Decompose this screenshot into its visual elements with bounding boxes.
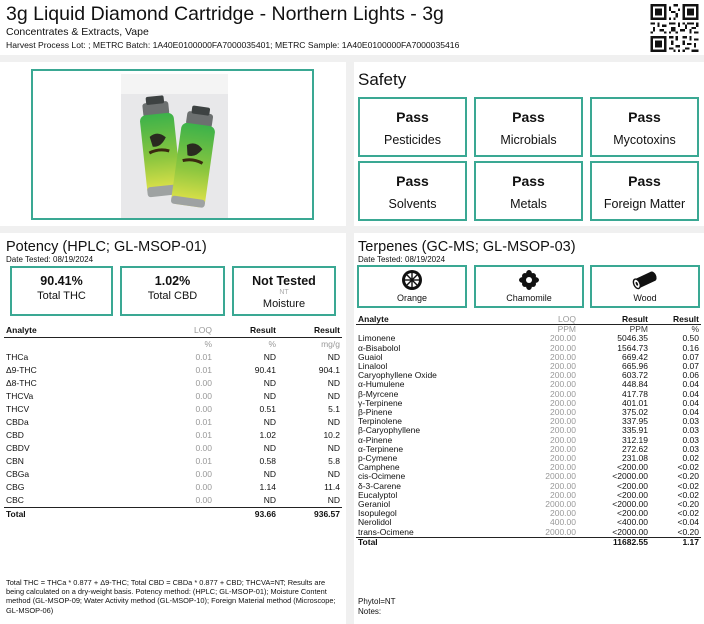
cell-analyte: β-Pinene — [358, 407, 393, 418]
cell-pct: 0.04 — [682, 397, 699, 408]
unit-row — [4, 338, 342, 352]
safety-title: Safety — [358, 70, 407, 89]
aroma-label: Orange — [396, 293, 428, 303]
cell-analyte: δ-3-Carene — [358, 480, 401, 491]
cell-analyte: Isopulegol — [358, 508, 397, 519]
cell-analyte: CBG — [6, 482, 25, 492]
table-row — [4, 481, 342, 494]
total-pct: 1.17 — [650, 537, 701, 547]
cell-pct: ND — [263, 443, 276, 453]
cell-ppm: <200.00 — [617, 480, 648, 491]
terpenes-date: Date Tested: 08/19/2024 — [358, 255, 446, 264]
aroma-card — [590, 265, 700, 308]
cell-ppm: <200.00 — [617, 462, 648, 473]
cell-analyte: Geraniol — [358, 499, 391, 510]
test-label: Microbials — [500, 133, 557, 147]
summary-label: Moisture — [262, 298, 306, 310]
cell-pct: 0.06 — [682, 370, 699, 381]
unit-loq: % — [204, 339, 212, 349]
table-row — [356, 371, 701, 380]
table-row — [4, 429, 342, 442]
cell-analyte: trans-Ocimene — [358, 526, 414, 537]
cell-loq: 0.01 — [195, 456, 212, 466]
test-status: Pass — [512, 173, 545, 189]
table-header — [356, 315, 701, 325]
cell-analyte: α-Terpinene — [358, 443, 404, 454]
aroma-card — [474, 265, 584, 308]
cell-pct: ND — [263, 378, 276, 388]
cell-analyte: Terpinolene — [358, 416, 402, 427]
cell-analyte: CBC — [6, 495, 24, 505]
cell-pct: ND — [263, 352, 276, 362]
col-loq: LOQ — [154, 324, 214, 338]
summary-label: Total THC — [37, 290, 86, 302]
cell-loq: 2000.00 — [545, 526, 576, 537]
cell-pct: 0.03 — [682, 425, 699, 436]
table-row — [356, 408, 701, 417]
phytol-note: Phytol=NT — [358, 597, 396, 606]
cell-analyte: CBN — [6, 456, 24, 466]
safety-test-card — [474, 97, 583, 157]
test-status: Pass — [628, 109, 661, 125]
total-ppm: 11682.55 — [578, 537, 650, 547]
moisture-card — [232, 266, 336, 316]
cell-loq: 200.00 — [550, 425, 576, 436]
table-row — [356, 380, 701, 389]
cell-mg: 904.1 — [318, 365, 340, 375]
orange-icon — [401, 269, 423, 291]
cell-pct: <0.20 — [677, 499, 699, 510]
cell-loq: 0.00 — [195, 469, 212, 479]
table-header — [4, 324, 342, 338]
cell-ppm: 448.84 — [622, 379, 648, 390]
cell-pct: 0.03 — [682, 443, 699, 454]
unit-loq: PPM — [557, 324, 576, 335]
cell-analyte: γ-Terpinene — [358, 397, 403, 408]
table-row — [356, 353, 701, 362]
cell-loq: 0.00 — [195, 482, 212, 492]
unit-result: PPM — [629, 324, 648, 335]
cell-loq: 0.01 — [195, 352, 212, 362]
cell-loq: 0.00 — [195, 378, 212, 388]
cell-analyte: CBDa — [6, 417, 29, 427]
cell-loq: 200.00 — [550, 351, 576, 362]
total-label: Total — [356, 537, 506, 547]
cell-ppm: 5046.35 — [617, 333, 648, 344]
cell-pct: <0.02 — [677, 508, 699, 519]
cell-ppm: <200.00 — [617, 508, 648, 519]
cell-pct: ND — [263, 495, 276, 505]
col-analyte: Analyte — [4, 324, 154, 338]
cell-loq: 200.00 — [550, 416, 576, 427]
col-result-ppm: Result — [578, 315, 650, 325]
cell-loq: 200.00 — [550, 453, 576, 464]
cell-pct: ND — [263, 391, 276, 401]
table-row — [356, 334, 701, 343]
cell-pct: 0.51 — [259, 404, 276, 414]
summary-value: 90.41% — [40, 274, 83, 288]
col-result-pct: Result — [214, 324, 278, 338]
test-status: Pass — [396, 109, 429, 125]
test-status: Pass — [396, 173, 429, 189]
cell-loq: 0.00 — [195, 391, 212, 401]
cell-pct: 0.04 — [682, 388, 699, 399]
cell-pct: <0.20 — [677, 471, 699, 482]
cell-analyte: Guaiol — [358, 351, 383, 362]
cell-pct: 0.07 — [682, 361, 699, 372]
table-row — [356, 390, 701, 399]
cell-ppm: 335.91 — [622, 425, 648, 436]
total-label: Total — [4, 508, 154, 522]
cell-ppm: 337.95 — [622, 416, 648, 427]
cell-pct: 0.03 — [682, 434, 699, 445]
cell-loq: 200.00 — [550, 462, 576, 473]
product-image-panel — [31, 69, 314, 220]
cell-ppm: 417.78 — [622, 388, 648, 399]
col-loq: LOQ — [506, 315, 578, 325]
table-row — [356, 528, 701, 538]
aroma-label: Chamomile — [506, 293, 552, 303]
test-label: Solvents — [388, 197, 437, 211]
cell-loq: 0.01 — [195, 417, 212, 427]
table-row — [4, 364, 342, 377]
potency-date: Date Tested: 08/19/2024 — [6, 255, 94, 264]
cell-loq: 0.00 — [195, 443, 212, 453]
test-status: Pass — [628, 173, 661, 189]
total-row — [356, 537, 701, 547]
cell-loq: 0.01 — [195, 365, 212, 375]
cell-analyte: Linalool — [358, 361, 388, 372]
cell-loq: 200.00 — [550, 407, 576, 418]
cell-ppm: <400.00 — [617, 517, 648, 528]
table-row — [4, 351, 342, 364]
safety-test-card — [590, 97, 699, 157]
table-row — [356, 399, 701, 408]
cell-ppm: 1564.73 — [617, 342, 648, 353]
cell-loq: 200.00 — [550, 434, 576, 445]
summary-label: Total CBD — [147, 290, 198, 302]
table-row — [356, 472, 701, 481]
cell-mg: 5.8 — [328, 456, 340, 466]
cell-loq: 400.00 — [550, 517, 576, 528]
table-row — [356, 509, 701, 518]
product-category: Concentrates & Extracts, Vape — [6, 26, 149, 38]
test-label: Metals — [510, 197, 547, 211]
cell-loq: 0.00 — [195, 404, 212, 414]
cell-mg: ND — [327, 443, 340, 453]
cell-loq: 200.00 — [550, 397, 576, 408]
cell-loq: 200.00 — [550, 443, 576, 454]
cell-loq: 200.00 — [550, 480, 576, 491]
col-analyte: Analyte — [356, 315, 506, 325]
col-result-mg: Result — [278, 324, 342, 338]
cell-loq: 2000.00 — [545, 499, 576, 510]
cell-pct: 0.02 — [682, 453, 699, 464]
cell-ppm: 665.96 — [622, 361, 648, 372]
total-row — [4, 508, 342, 522]
table-row — [4, 403, 342, 416]
table-row — [356, 500, 701, 509]
summary-value: Not Tested — [252, 274, 316, 288]
safety-test-card — [358, 161, 467, 221]
cell-pct: 1.02 — [259, 430, 276, 440]
cell-pct: <0.02 — [677, 462, 699, 473]
cell-ppm: 669.42 — [622, 351, 648, 362]
potency-footnote: Total THC = THCa * 0.877 + Δ9-THC; Total CBD = CBDa * 0.877 + CBD; THCVA=NT; Results are being calculated on a dry-weight basis. Potency method: (HPLC; GL-MSOP-01); Moisture Content method (GL-MSOP-09; Water Activity method (GL-MSOP-10); Foreign Material method (Microscope; GL-MSOP-06) — [6, 578, 336, 615]
terpenes-title: Terpenes (GC-MS; GL-MSOP-03) — [358, 239, 576, 255]
potency-table — [4, 324, 342, 521]
cell-loq: 200.00 — [550, 361, 576, 372]
cell-pct: ND — [263, 417, 276, 427]
unit-row — [356, 325, 701, 335]
cell-ppm: 312.19 — [622, 434, 648, 445]
potency-title: Potency (HPLC; GL-MSOP-01) — [6, 239, 207, 255]
cell-mg: 10.2 — [323, 430, 340, 440]
test-label: Foreign Matter — [603, 197, 686, 211]
cell-mg: 11.4 — [324, 482, 340, 492]
cell-mg: ND — [327, 352, 340, 362]
notes-label: Notes: — [358, 607, 382, 616]
cell-loq: 0.01 — [195, 430, 212, 440]
table-row — [4, 455, 342, 468]
cell-pct: <0.20 — [677, 526, 699, 537]
cell-pct: 0.04 — [682, 379, 699, 390]
cell-ppm: 272.62 — [622, 443, 648, 454]
total-cbd-card — [120, 266, 225, 316]
cell-mg: ND — [327, 417, 340, 427]
aroma-card — [357, 265, 467, 308]
unit-result: % — [268, 339, 276, 349]
safety-test-card — [358, 97, 467, 157]
table-row — [4, 390, 342, 403]
cell-analyte: Caryophyllene Oxide — [358, 370, 437, 381]
table-row — [4, 442, 342, 455]
cell-mg: ND — [327, 495, 340, 505]
col-result-pct: Result — [650, 315, 701, 325]
cell-analyte: CBD — [6, 430, 24, 440]
cell-analyte: p-Cymene — [358, 453, 398, 464]
summary-value: 1.02% — [154, 274, 191, 288]
cell-mg: 5.1 — [328, 404, 340, 414]
cell-analyte: Camphene — [358, 462, 400, 473]
cell-analyte: CBGa — [6, 469, 30, 479]
cell-pct: 0.04 — [682, 407, 699, 418]
cell-ppm: <2000.00 — [612, 471, 648, 482]
cell-ppm: 401.01 — [622, 397, 648, 408]
cell-analyte: CBDV — [6, 443, 30, 453]
cell-analyte: cis-Ocimene — [358, 471, 406, 482]
wood-icon — [632, 269, 658, 291]
cell-analyte: Limonene — [358, 333, 396, 344]
cell-pct: 0.03 — [682, 416, 699, 427]
aroma-label: Wood — [633, 293, 657, 303]
cell-pct: 0.58 — [259, 456, 276, 466]
product-photo — [121, 74, 228, 218]
cell-loq: 200.00 — [550, 489, 576, 500]
cell-analyte: Eucalyptol — [358, 489, 398, 500]
cell-ppm: 231.08 — [622, 453, 648, 464]
cell-analyte: THCa — [6, 352, 29, 362]
cell-mg: ND — [327, 378, 340, 388]
cell-pct: ND — [263, 469, 276, 479]
cell-analyte: β-Caryophyllene — [358, 425, 421, 436]
cell-pct: 0.50 — [682, 333, 699, 344]
unit-result: mg/g — [321, 339, 340, 349]
product-title: 3g Liquid Diamond Cartridge - Northern Lights - 3g — [6, 3, 444, 25]
cell-ppm: <2000.00 — [612, 526, 648, 537]
table-row — [356, 482, 701, 491]
total-pct: 93.66 — [214, 508, 278, 522]
cell-loq: 200.00 — [550, 508, 576, 519]
cell-analyte: THCVa — [6, 391, 34, 401]
chamomile-icon — [518, 269, 540, 291]
table-row — [356, 491, 701, 500]
cell-ppm: 375.02 — [622, 407, 648, 418]
total-mg: 936.57 — [278, 508, 342, 522]
cell-analyte: THCV — [6, 404, 30, 414]
cell-analyte: α-Humulene — [358, 379, 405, 390]
cell-analyte: Δ9-THC — [6, 365, 37, 375]
cell-ppm: 603.72 — [622, 370, 648, 381]
table-row — [4, 377, 342, 390]
cell-ppm: <200.00 — [617, 489, 648, 500]
table-row — [356, 454, 701, 463]
terpenes-table — [356, 315, 701, 547]
cell-analyte: α-Bisabolol — [358, 342, 401, 353]
cell-analyte: Δ8-THC — [6, 378, 37, 388]
cell-pct: <0.02 — [677, 489, 699, 500]
test-status: Pass — [512, 109, 545, 125]
test-label: Pesticides — [384, 133, 441, 147]
cell-analyte: α-Pinene — [358, 434, 393, 445]
cell-loq: 200.00 — [550, 333, 576, 344]
qr-code-icon[interactable] — [650, 4, 699, 52]
table-row — [356, 436, 701, 445]
table-row — [356, 344, 701, 353]
safety-test-card — [590, 161, 699, 221]
safety-test-card — [474, 161, 583, 221]
divider — [346, 55, 354, 624]
cell-analyte: Nerolidol — [358, 517, 392, 528]
cell-ppm: <2000.00 — [612, 499, 648, 510]
table-row — [356, 463, 701, 472]
report-header — [0, 0, 704, 55]
cell-loq: 200.00 — [550, 388, 576, 399]
cell-pct: 90.41 — [254, 365, 276, 375]
table-row — [4, 468, 342, 481]
cell-pct: <0.02 — [677, 480, 699, 491]
test-label: Mycotoxins — [613, 133, 676, 147]
cell-loq: 2000.00 — [545, 471, 576, 482]
table-row — [356, 426, 701, 435]
summary-nt: NT — [279, 289, 289, 296]
cell-mg: ND — [327, 391, 340, 401]
cell-mg: ND — [327, 469, 340, 479]
cell-pct: 1.14 — [259, 482, 276, 492]
cell-loq: 200.00 — [550, 370, 576, 381]
cell-loq: 200.00 — [550, 342, 576, 353]
cell-loq: 0.00 — [195, 495, 212, 505]
cell-pct: 0.16 — [682, 342, 699, 353]
cell-pct: 0.07 — [682, 351, 699, 362]
table-row — [356, 445, 701, 454]
cell-loq: 200.00 — [550, 379, 576, 390]
table-row — [4, 416, 342, 429]
lot-info: Harvest Process Lot: ; METRC Batch: 1A40E0100000FA7000035401; METRC Sample: 1A40E0100000FA7000035416 — [6, 40, 460, 50]
table-row — [4, 494, 342, 508]
cell-pct: <0.04 — [677, 517, 699, 528]
total-thc-card — [10, 266, 113, 316]
unit-result: % — [691, 324, 699, 335]
cell-analyte: β-Myrcene — [358, 388, 399, 399]
